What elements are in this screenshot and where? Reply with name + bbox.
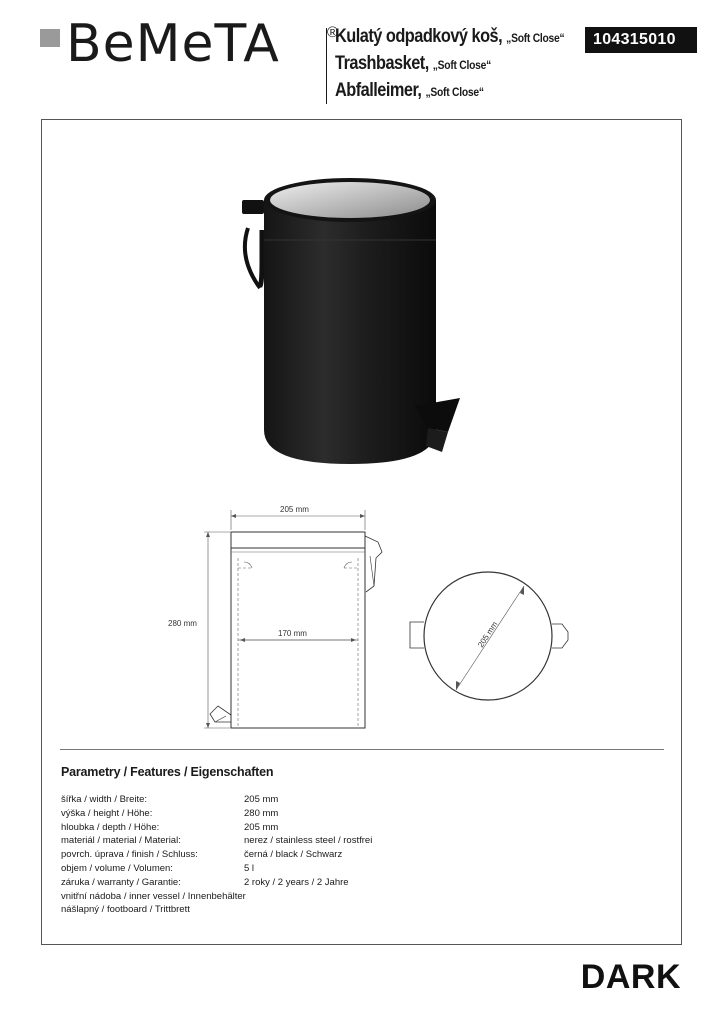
diameter-dimension-label: 205 mm <box>476 619 500 650</box>
title-de-main: Abfalleimer, <box>335 80 426 101</box>
edition-label: DARK <box>580 958 681 996</box>
param-label: objem / volume / Volumen: <box>61 862 173 874</box>
brand-logo <box>40 14 339 74</box>
param-value: 2 roky / 2 years / 2 Jahre <box>244 876 349 888</box>
param-value: 205 mm <box>244 821 279 833</box>
param-value: 280 mm <box>244 807 279 819</box>
param-value: 205 mm <box>244 794 279 805</box>
param-value: černá / black / Schwarz <box>244 849 343 861</box>
title-en-main: Trashbasket, <box>335 53 433 74</box>
title-cz-sub: „Soft Close“ <box>506 31 565 45</box>
param-label: šířka / width / Breite: <box>61 794 148 805</box>
title-en-sub: „Soft Close“ <box>432 58 492 72</box>
product-titles <box>335 24 602 105</box>
header-divider <box>326 28 327 104</box>
param-label: vnitřní nádoba / inner vessel / Innenbehälter <box>61 890 246 902</box>
param-label: materiál / material / Material: <box>61 835 181 847</box>
title-en <box>335 51 564 78</box>
product-image <box>230 170 470 470</box>
title-de-sub: „Soft Close“ <box>425 85 484 99</box>
param-label: nášlapný / footboard / Trittbrett <box>61 904 190 916</box>
logo-square-icon <box>40 29 60 47</box>
param-label: povrch. úprava / finish / Schluss: <box>61 849 198 861</box>
param-label: záruka / warranty / Garantie: <box>61 876 181 888</box>
brand-wordmark: BeMeTA <box>66 14 280 74</box>
width-dimension-label: 205 mm <box>280 505 309 514</box>
product-code: 104315010 <box>585 27 697 53</box>
param-value: nerez / stainless steel / rostfrei <box>244 835 373 847</box>
params-divider <box>60 749 664 750</box>
title-cz <box>335 24 564 51</box>
registered-mark: ® <box>327 24 339 41</box>
inner-width-label: 170 mm <box>278 629 307 638</box>
title-de <box>335 78 564 105</box>
param-label: výška / height / Höhe: <box>61 807 153 819</box>
param-value: 5 l <box>244 862 255 874</box>
title-cz-main: Kulatý odpadkový koš, <box>335 26 507 47</box>
height-dimension-label: 280 mm <box>168 619 197 628</box>
params-heading: Parametry / Features / Eigenschaften <box>61 765 274 779</box>
param-label: hloubka / depth / Höhe: <box>61 821 160 833</box>
technical-drawing <box>160 500 580 740</box>
